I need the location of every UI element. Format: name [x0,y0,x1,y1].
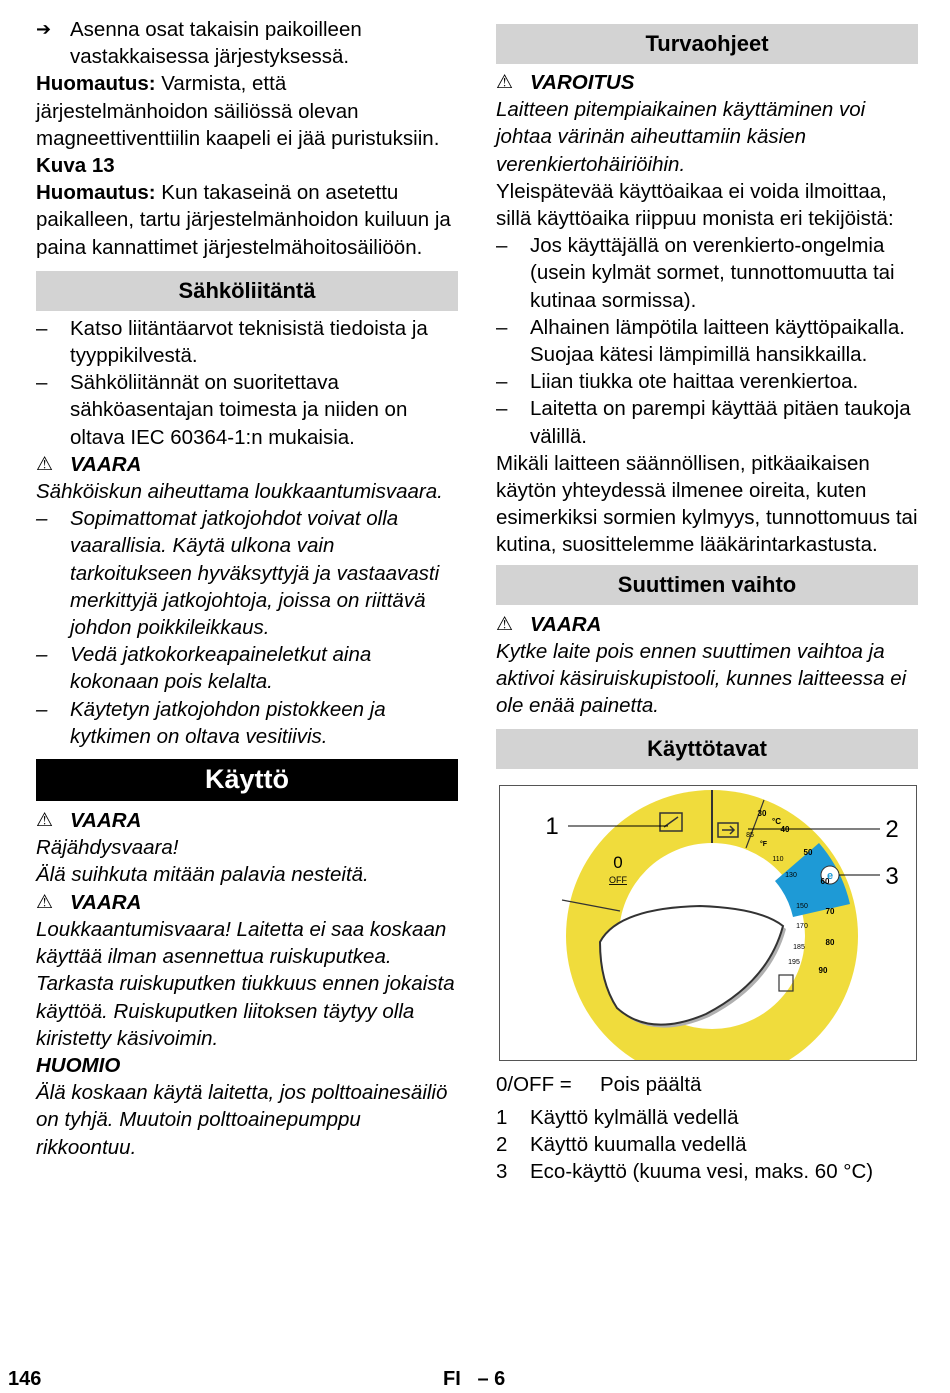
warning-triangle-icon: ⚠ [496,612,514,635]
paragraph: Mikäli laitteen säännöllisen, pitkäaikaisen käytön yhteydessä ilmenee oireita, kuten esimerkiksi sormien kylmyys, tunnottomuus tai kutina, suosittelemme lääkärintarkastusta. [496,451,918,557]
celsius-tick: 60 [820,877,830,887]
section-heading-electric: Sähköliitäntä [36,271,458,311]
unit-celsius: °C [772,817,781,827]
section-heading-safety: Turvaohjeet [496,24,918,64]
celsius-tick: 70 [825,907,835,917]
left-column [36,16,458,1161]
callout-1: 1 [545,813,559,841]
danger-label: ⚠ VAARA [36,807,458,834]
fahrenheit-tick: 195 [788,959,800,967]
warning-label: ⚠ VAROITUS [496,69,918,96]
danger-text: Loukkaantumisvaara! Laitetta ei saa koskaan käyttää ilman asennettua ruiskuputkea. Tarkasta ruiskuputken tiukkuus ennen jokaista käyttöä. Ruiskuputken liitoksen täytyy olla kiristetty käsivoimin. [36,917,455,1050]
list-item: – Liian tiukka ote haittaa verenkiertoa. [496,370,859,394]
list-item: – Laitetta on parempi käyttää pitäen taukoja välillä. [496,397,911,448]
celsius-tick: 50 [803,848,813,858]
section-heading-operation: Käyttö [36,759,458,801]
instruction-step: ➔ Asenna osat takaisin paikoilleen vastakkaisessa järjestyksessä. [36,18,362,69]
note-paragraph: Huomautus: Kun takaseinä on asetettu paikalleen, tartu järjestelmänhoidon kuiluun ja paina kannattimet järjestelmähoitosäiliöön. [36,181,451,259]
list-item: – Käytetyn jatkojohdon pistokkeen ja kytkimen on oltava vesitiivis. [36,697,386,748]
unit-fahrenheit: °F [760,841,768,849]
note-paragraph: Huomautus: Varmista, että järjestelmänhoidon säiliössä olevan magneettiventtiilin kaapeli ei jää puristuksiin. [36,72,440,150]
notice-text: Älä koskaan käytä laitetta, jos polttoainesäiliö on tyhjä. Muutoin polttoainepumppu rikkoontuu. [36,1081,448,1159]
warning-triangle-icon: ⚠ [36,452,54,475]
mode-dial-svg [500,786,916,1060]
fahrenheit-tick: 170 [796,923,808,931]
mode-dial-figure [499,785,917,1061]
page-number: 146 [8,1368,42,1390]
section-heading-nozzle: Suuttimen vaihto [496,565,918,605]
legend-row: 3 Eco-käyttö (kuuma vesi, maks. 60 °C) [496,1160,874,1184]
fahrenheit-tick: 85 [746,832,754,840]
fahrenheit-tick: 150 [796,903,808,911]
figure-reference: Kuva 13 [36,154,115,178]
danger-label: ⚠ VAARA [36,889,458,916]
footer-language: FI – 6 [443,1368,506,1390]
danger-text: Sähköiskun aiheuttama loukkaantumisvaara. [36,480,443,504]
off-text: OFF [609,875,627,886]
list-item: – Alhainen lämpötila laitteen käyttöpaikalla. Suojaa kätesi lämpimillä hansikkailla. [496,315,905,367]
danger-text: Älä suihkuta mitään palavia nesteitä. [36,863,369,887]
list-item: – Katso liitäntäarvot teknisistä tiedoista ja tyyppikilvestä. [36,316,428,368]
fahrenheit-tick: 110 [772,856,784,864]
warning-text: Laitteen pitempiaikainen käyttäminen voi johtaa värinän aiheuttamiin käsien verenkiertohäiriöihin. [496,98,866,176]
arrow-right-icon: ➔ [36,19,52,40]
danger-text: Kytke laite pois ennen suuttimen vaihtoa ja aktivoi käsiruiskupistooli, kunnes laitteessa ei ole enää painetta. [496,639,907,718]
legend-row: 1 Käyttö kylmällä vedellä [496,1105,739,1129]
legend-row-off: 0/OFF = Pois päältä [496,1073,702,1097]
fahrenheit-tick: 185 [793,944,805,952]
celsius-tick: 40 [780,825,790,835]
callout-3: 3 [885,863,899,891]
list-item: – Vedä jatkokorkeapaineletkut aina kokonaan pois kelalta. [36,643,372,694]
right-column [496,24,918,1185]
section-heading-modes: Käyttötavat [496,729,918,769]
list-item: – Jos käyttäjällä on verenkierto-ongelmia (usein kylmät sormet, tunnottomuutta tai kutinaa sormissa). [496,234,895,312]
celsius-tick: 80 [825,938,835,948]
danger-label: ⚠ VAARA [496,611,918,638]
legend-row: 2 Käyttö kuumalla vedellä [496,1132,747,1156]
eco-badge-label: e [826,870,834,883]
off-number: 0 [613,853,623,873]
warning-triangle-icon: ⚠ [36,890,54,913]
list-item: – Sähköliitännät on suoritettava sähköasentajan toimesta ja niiden on oltava IEC 60364-1:n mukaisia. [36,371,408,449]
celsius-tick: 30 [757,809,767,819]
notice-label: HUOMIO [36,1053,121,1077]
callout-2: 2 [885,816,899,844]
fahrenheit-tick: 130 [785,872,797,880]
danger-label: ⚠ VAARA [36,451,458,478]
danger-text: Räjähdysvaara! [36,836,179,860]
warning-triangle-icon: ⚠ [36,809,54,832]
paragraph: Yleispätevää käyttöaikaa ei voida ilmoittaa, sillä käyttöaika riippuu monista eri tekijöistä: [496,179,894,231]
warning-triangle-icon: ⚠ [496,71,514,93]
celsius-tick: 90 [818,966,828,976]
list-item: – Sopimattomat jatkojohdot voivat olla vaarallisia. Käytä ulkona vain tarkoitukseen hyväksyttyjä ja vastaavasti merkittyjä jatkojohtoja, joissa on riittävä johdon poikkileikkaus. [36,507,440,640]
